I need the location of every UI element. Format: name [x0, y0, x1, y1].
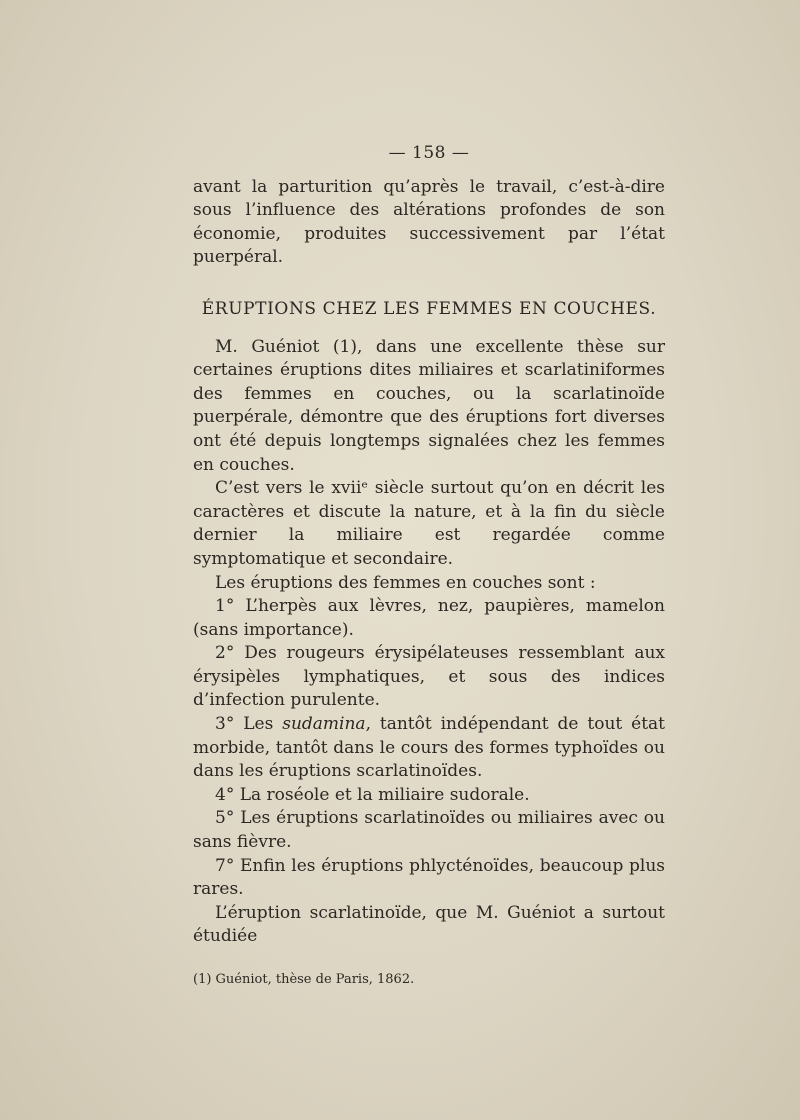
section-heading: ÉRUPTIONS CHEZ LES FEMMES EN COUCHES.	[201, 298, 657, 319]
footnote: (1) Guéniot, thèse de Paris, 1862.	[193, 972, 415, 987]
paragraph-history: C’est vers le xviiᵉ siècle surtout qu’on en décrit les caractères et discute la nature, et à la fin du siècle dernier la miliaire est regardée comme symptomatique et secondaire.	[193, 478, 665, 569]
list-item-3-rest: , tantôt indépendant de tout état morbide, tantôt dans le cours des formes typhoïdes ou dans les éruptions scarlatinoïdes.	[193, 714, 665, 782]
list-item-5: 5° Les éruptions scarlatinoïdes ou miliaires avec ou sans fièvre.	[193, 808, 665, 853]
list-item-4: 4° La roséole et la miliaire sudorale.	[215, 784, 530, 805]
paragraph-last: L’éruption scarlatinoïde, que M. Guéniot a surtout étudiée	[193, 902, 665, 947]
list-item-1: 1° L’herpès aux lèvres, nez, paupières, mamelon (sans importance).	[193, 596, 665, 640]
page-number: — 158 —	[388, 143, 470, 163]
opening-paragraph: avant la parturition qu’après le travail, c’est-à-dire sous l’influence des altérations profondes de son économie, produites successivement par l’état puerpéral.	[193, 176, 665, 268]
paragraph-gueniot: M. Guéniot (1), dans une excellente thèse sur certaines éruptions dites miliaires et scarlatiniformes des femmes en couches, ou la scarlatinoïde puerpérale, démontre que des éruptions fort diverses ont été depuis longtemps signalées chez les femmes en couches.	[193, 336, 665, 475]
list-item-3	[193, 713, 665, 784]
list-item-7: 7° Enfin les éruptions phlycténoïdes, beaucoup plus rares.	[193, 855, 665, 900]
paragraph-list-intro: Les éruptions des femmes en couches sont :	[215, 572, 596, 593]
list-item-3-prefix: 3° Les	[215, 714, 283, 735]
list-item-2: 2° Des rougeurs érysipélateuses ressemblant aux érysipèles lymphatiques, et sous des indices d’infection purulente.	[193, 643, 665, 711]
text-column	[193, 142, 665, 989]
list-item-3-italic: sudamina	[282, 714, 366, 735]
